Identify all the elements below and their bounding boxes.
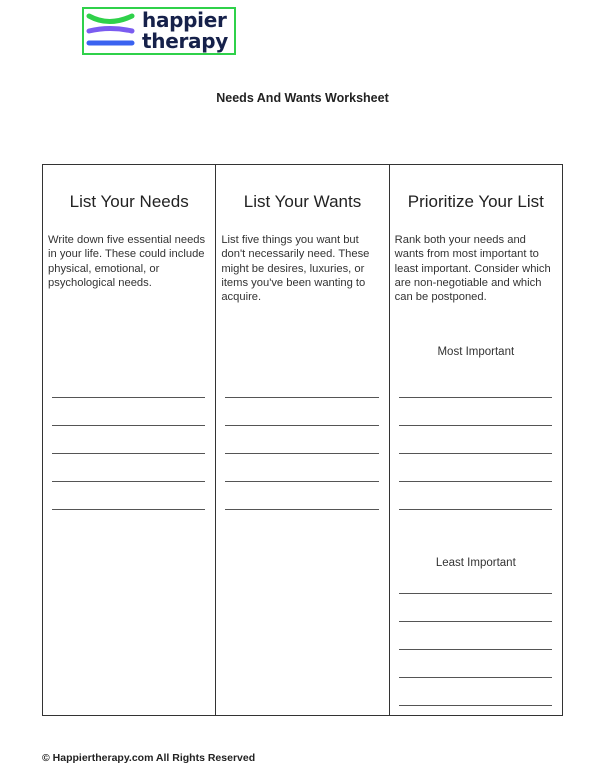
needs-answer-line-2[interactable] xyxy=(52,425,205,426)
logo-line-2: therapy xyxy=(142,29,228,53)
needs-heading: List Your Needs xyxy=(69,192,189,211)
worksheet-table xyxy=(42,164,563,716)
needs-answer-line-5[interactable] xyxy=(52,509,205,510)
wants-description: List five things you want but don't necessarily need. These might be desires, luxuries, or items you've been wanting to acquire. xyxy=(221,234,370,304)
logo-line-1: happier xyxy=(142,8,227,32)
wants-heading: List Your Wants xyxy=(243,192,362,211)
most-important-label: Most Important xyxy=(437,346,515,358)
most-important-line-5[interactable] xyxy=(399,509,552,510)
logo-text xyxy=(142,10,228,52)
wants-answer-line-2[interactable] xyxy=(225,425,378,426)
wants-column xyxy=(215,165,388,715)
needs-column xyxy=(43,165,215,715)
most-important-line-2[interactable] xyxy=(399,425,552,426)
needs-answer-line-3[interactable] xyxy=(52,453,205,454)
most-important-line-1[interactable] xyxy=(399,397,552,398)
needs-description: Write down five essential needs in your life. These could include physical, emotional, or psychological needs. xyxy=(48,234,206,289)
wave-logo-icon xyxy=(84,9,140,53)
wants-answer-line-4[interactable] xyxy=(225,481,378,482)
least-important-label: Least Important xyxy=(435,557,516,569)
least-important-line-3[interactable] xyxy=(399,649,552,650)
prioritize-heading: Prioritize Your List xyxy=(407,192,544,211)
wants-answer-line-3[interactable] xyxy=(225,453,378,454)
least-important-line-5[interactable] xyxy=(399,705,552,706)
most-important-line-3[interactable] xyxy=(399,453,552,454)
wants-answer-line-5[interactable] xyxy=(225,509,378,510)
prioritize-column xyxy=(389,165,562,715)
copyright-footer: © Happiertherapy.com All Rights Reserved xyxy=(42,752,256,764)
worksheet-title: Needs And Wants Worksheet xyxy=(216,91,389,105)
needs-answer-line-1[interactable] xyxy=(52,397,205,398)
least-important-line-1[interactable] xyxy=(399,593,552,594)
most-important-line-4[interactable] xyxy=(399,481,552,482)
wants-answer-line-1[interactable] xyxy=(225,397,378,398)
least-important-line-2[interactable] xyxy=(399,621,552,622)
needs-answer-line-4[interactable] xyxy=(52,481,205,482)
happier-therapy-logo xyxy=(82,7,236,55)
prioritize-description: Rank both your needs and wants from most important to least important. Consider which are non-negotiable and which can be postponed. xyxy=(394,234,551,304)
least-important-line-4[interactable] xyxy=(399,677,552,678)
